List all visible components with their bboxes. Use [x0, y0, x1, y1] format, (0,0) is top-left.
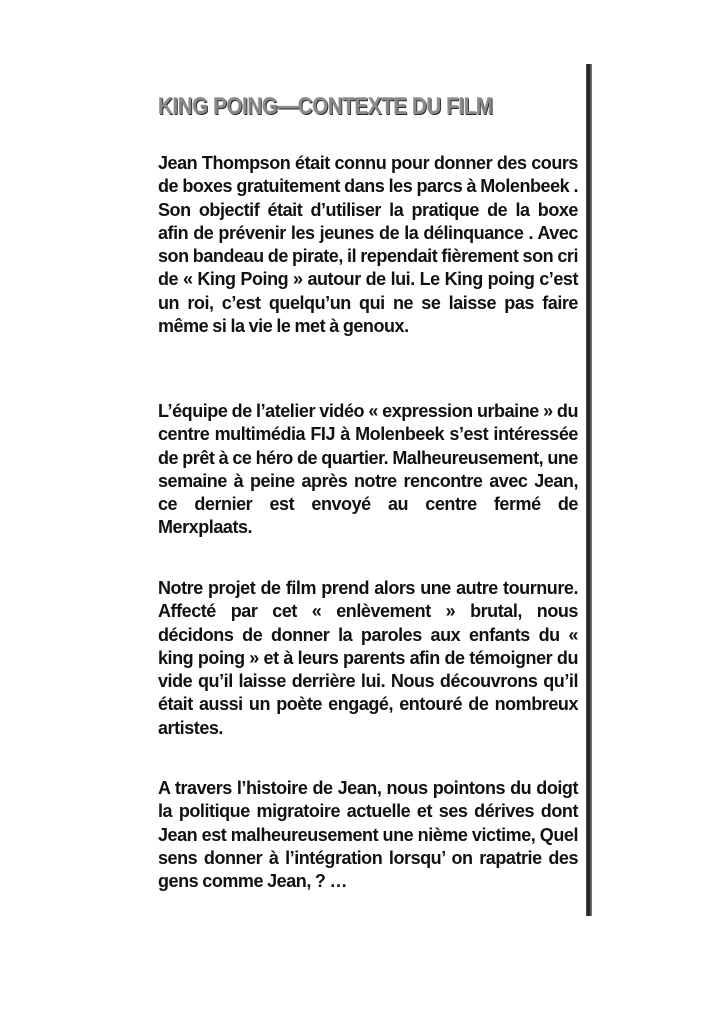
paragraph-3: Notre projet de film prend alors une autre tournure. Affecté par cet « enlèvement » brutal, nous décidons de donner la paroles aux enfants du « king poing » et à leurs parents afin de témoigner du vide qu’il laisse derrière lui. Nous découvrons qu’il était aussi un poète engagé, entouré de nombreux artistes. — [158, 578, 578, 738]
paragraph-2: L’équipe de l’atelier vidéo « expression urbaine » du centre multimédia FIJ à Molenbeek s’est intéressée de prêt à ce héro de quartier. Malheureusement, une semaine à peine après notre rencontre avec Jean, ce dernier est envoyé au centre fermé de Merxplaats. — [158, 401, 578, 538]
vertical-rule — [586, 64, 592, 916]
page-title: KING POING—CONTEXTE DU FILM — [158, 93, 493, 120]
paragraph-4: A travers l’histoire de Jean, nous pointons du doigt la politique migratoire actuelle et ses dérives dont Jean est malheureusement une nième victime, Quel sens donner à l’intégration lorsqu’ on rapatrie des gens comme Jean, ? … — [158, 778, 578, 892]
paragraph-1: Jean Thompson était connu pour donner des cours de boxes gratuitement dans les parcs à Molenbeek . Son objectif était d’utiliser la pratique de la boxe afin de prévenir les jeunes de la délinquance . Avec son bandeau de pirate, il rependait fièrement son cri de « King Poing » autour de lui. Le King poing c’est un roi, c’est quelqu’un qui ne se laisse pas faire même si la vie le met à genoux. — [158, 153, 578, 337]
